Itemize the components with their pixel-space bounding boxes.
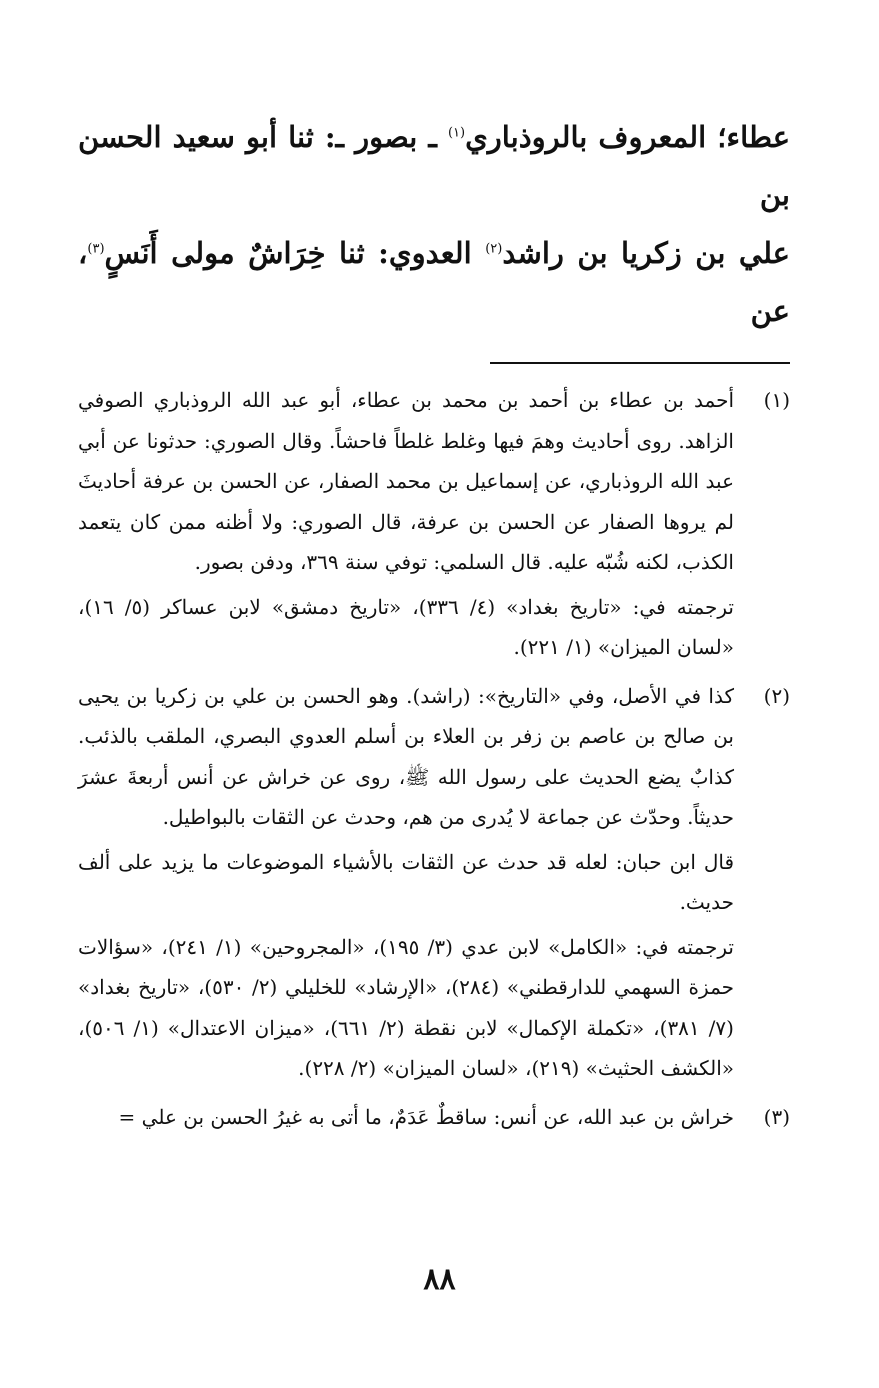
- footnote-ref-1[interactable]: (١): [447, 125, 466, 141]
- footnote-paragraph: ترجمته في: «الكامل» لابن عدي (٣/ ١٩٥)، «المجروحين» (١/ ٢٤١)، «سؤالات حمزة السهمي للدارقطني» (٢٨٤)، «الإرشاد» للخليلي (٢/ ٥٣٠)، «تاريخ بغداد» (٧/ ٣٨١)، «تكملة الإكمال» لابن نقطة (٢/ ٦٦١)، «ميزان الاعتدال» (١/ ٥٠٦)، «الكشف الحثيث» (٢١٩)، «لسان الميزان» (٢/ ٢٢٨).: [78, 934, 734, 1080]
- footnote-number: (٣): [763, 1104, 790, 1129]
- main-text-segment: عطاء؛ المعروف بالروذباري: [465, 120, 790, 154]
- footnote-paragraph: ترجمته في: «تاريخ بغداد» (٤/ ٣٣٦)، «تاريخ دمشق» لابن عساكر (٥/ ١٦)، «لسان الميزان» (١/ ٢٢١).: [78, 594, 734, 659]
- main-text-line-1: [78, 108, 790, 224]
- main-text-segment: علي بن زكريا بن راشد: [502, 236, 790, 270]
- footnote-paragraph: كذا في الأصل، وفي «التاريخ»: (راشد). وهو الحسن بن علي بن زكريا بن يحيى بن صالح بن عاصم بن زفر بن العلاء بن أسلم العدوي البصري، الملقب بالذئب. كذابٌ يضع الحديث على رسول الله ﷺ، روى عن خراش عن أنس أربعةَ عشرَ حديثاً. وحدّث عن جماعة لا يُدرى من هم، وحدث عن الثقات بالبواطيل.: [78, 683, 734, 829]
- footnote-2: [78, 676, 790, 1093]
- footnote-body: [78, 676, 734, 1093]
- footnote-body: [78, 1097, 734, 1142]
- footnotes: [78, 380, 790, 1141]
- footnote-3: [78, 1097, 790, 1142]
- main-text-segment: ـ بصور ـ: ثنا أبو سعيد الحسن بن: [78, 120, 790, 212]
- page-number: ٨٨: [423, 1262, 456, 1297]
- main-text-segment: ، عن: [78, 236, 790, 328]
- main-text-segment: العدوي: ثنا خِرَاشٌ مولى أَنَسٍ: [104, 236, 486, 270]
- footnote-paragraph: أحمد بن عطاء بن أحمد بن محمد بن عطاء، أبو عبد الله الروذباري الصوفي الزاهد. روى أحاديث وهمَ فيها وغلط غلطاً فاحشاً. وقال الصوري: حدثونا عن أبي عبد الله الروذباري، عن إسماعيل بن محمد الصفار، عن الحسن بن عرفة أحاديثَ لم يروها الصفار عن الحسن بن عرفة، قال الصوري: ولا أظنه ممن كان يتعمد الكذب، لكنه شُبّه عليه. قال السلمي: توفي سنة ٣٦٩، ودفن بصور.: [78, 388, 734, 574]
- footnote-ref-3[interactable]: (٣): [87, 241, 105, 257]
- main-text: [78, 108, 790, 340]
- page-content: [78, 108, 790, 1145]
- footnote-paragraph: قال ابن حبان: لعله قد حدث عن الثقات بالأشياء الموضوعات ما يزيد على ألف حديث.: [78, 849, 735, 914]
- footnote-body: [78, 380, 734, 672]
- main-text-line-2: [78, 224, 790, 340]
- footnote-1: [78, 380, 790, 672]
- footnote-number: (١): [763, 388, 790, 412]
- footnote-number: (٢): [763, 683, 790, 708]
- footnote-divider: [490, 362, 790, 364]
- footnote-paragraph: خراش بن عبد الله، عن أنس: ساقطٌ عَدَمٌ، ما أتى به غيرُ الحسن بن علي =: [118, 1104, 734, 1129]
- footnote-ref-2[interactable]: (٢): [485, 241, 503, 257]
